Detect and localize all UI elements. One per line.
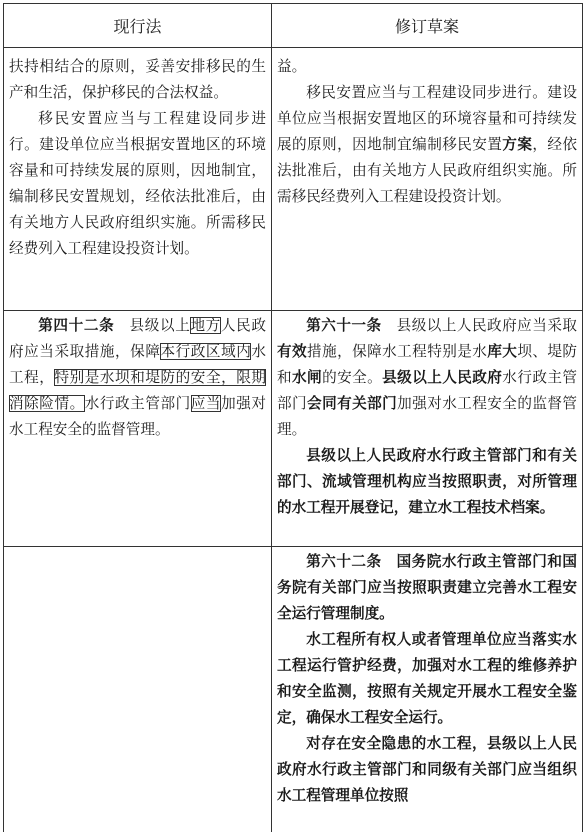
row2-revision-b5: 会同有关部门 bbox=[307, 395, 398, 412]
column-divider bbox=[271, 3, 272, 832]
row2-revision-t2: 措施，保障水工程特别是水 bbox=[307, 343, 488, 360]
row2-current-cell bbox=[9, 313, 266, 443]
row2-current-t3: 水工程， bbox=[9, 343, 266, 386]
row2-current-p1 bbox=[9, 313, 266, 443]
row2-revision-t6: 加强对水工程安全的监督管理。 bbox=[277, 395, 577, 438]
row2-current-b3: 特别是水坝和堤防的安全，限期消除险情。 bbox=[9, 369, 266, 412]
row2-revision-p1 bbox=[277, 313, 577, 443]
row2-current-b2: 本行政区域内 bbox=[160, 343, 252, 360]
row2-current-t2: 人民政府应当采取措施，保障 bbox=[9, 317, 266, 360]
row1-current-cell bbox=[9, 54, 266, 262]
row2-current-b1: 地方 bbox=[190, 317, 221, 334]
row2-revision-b3: 水闸 bbox=[292, 369, 323, 386]
header-current-law bbox=[4, 3, 271, 47]
row2-revision-t5: 水行政主管部门 bbox=[277, 369, 577, 412]
row1-revision-cell bbox=[277, 54, 577, 210]
row2-revision-b4: 县级以上人民政府 bbox=[382, 369, 503, 386]
row2-revision-b1: 有效 bbox=[277, 343, 308, 360]
row3-revision-p1: 第六十二条 国务院水行政主管部门和国务院有关部门应当按照职责建立完善水工程安全运行管理制度。 bbox=[277, 553, 577, 622]
row1-revision-p2-b: 方案 bbox=[502, 136, 533, 153]
header-current-law-label: 现行法 bbox=[113, 16, 162, 36]
row1-revision-p2-c: ，经依法批准后，由有关地方人民政府组织实施。所需移民经费列入工程建设投资计划。 bbox=[277, 136, 577, 205]
row2-revision-cell bbox=[277, 313, 577, 521]
row1-current-p1: 扶持相结合的原则，妥善安排移民的生产和生活，保护移民的合法权益。 bbox=[9, 58, 266, 101]
table-border-left bbox=[3, 3, 4, 832]
row2-revision-article: 第六十一条 bbox=[306, 317, 382, 334]
row1-current-p2: 移民安置应当与工程建设同步进行。建设单位应当根据安置地区的环境容量和可持续发展的原则，因地制宜，编制移民安置规划，经依法批准后，由有关地方人民政府组织实施。所需移民经费列入工程建设投资计划。 bbox=[9, 110, 266, 257]
row2-current-t5: 加强对水工程安全的监督管理。 bbox=[9, 395, 266, 438]
row3-revision-p2: 水工程所有权人或者管理单位应当落实水工程运行管护经费，加强对水工程的维修养护和安全监测，按照有关规定开展水工程安全鉴定，确保水工程安全运行。 bbox=[277, 631, 577, 726]
row3-revision-p3: 对存在安全隐患的水工程，县级以上人民政府水行政主管部门和同级有关部门应当组织水工程管理单位按照 bbox=[277, 735, 577, 804]
table-border-right bbox=[582, 3, 583, 832]
header-revision-label: 修订草案 bbox=[394, 16, 459, 36]
row2-current-t4: 水行政主管部门 bbox=[84, 395, 191, 412]
header-divider bbox=[3, 47, 583, 48]
row3-revision-cell bbox=[277, 549, 577, 809]
header-revision-draft bbox=[272, 3, 582, 47]
row1-revision-p2 bbox=[277, 80, 577, 210]
row1-revision-p2-a: 移民安置应当与工程建设同步进行。建设单位应当根据安置地区的环境容量和可持续发展的原则，因地制宜编制移民安置 bbox=[277, 84, 577, 153]
row-divider-2 bbox=[3, 546, 583, 547]
row2-revision-t1: 县级以上人民政府应当采取 bbox=[396, 317, 577, 334]
row2-revision-b2: 库大 bbox=[487, 343, 518, 360]
row2-revision-t3: 坝、堤防和 bbox=[277, 343, 577, 386]
row2-current-t1: 县级以上 bbox=[129, 317, 191, 334]
row2-revision-p2: 县级以上人民政府水行政主管部门和有关部门、流域管理机构应当按照职责，对所管理的水工程开展登记，建立水工程技术档案。 bbox=[277, 447, 577, 516]
row2-current-article: 第四十二条 bbox=[38, 317, 115, 334]
row2-current-b4: 应当 bbox=[190, 395, 222, 412]
row-divider-1 bbox=[3, 310, 583, 311]
row1-revision-p1: 益。 bbox=[277, 58, 307, 75]
row2-revision-t4: 的安全。 bbox=[322, 369, 383, 386]
